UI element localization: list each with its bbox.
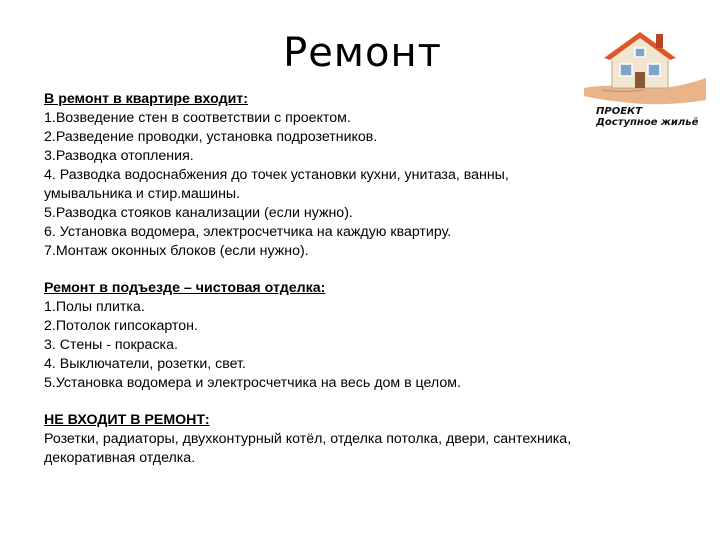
list-item [44, 298, 684, 317]
list-item [44, 147, 684, 166]
page-title: Ремонт [283, 30, 442, 76]
item-line: 5.Разводка стояков канализации (если нужно). [44, 205, 353, 221]
item-line: 3. Стены - покраска. [44, 337, 178, 353]
logo-text-line1: ПРОЕКТ [596, 106, 643, 117]
list-item [44, 430, 684, 468]
logo-text-line2: Доступное жильё [596, 117, 699, 128]
list-item [44, 204, 684, 223]
apartment-repair-section [44, 90, 684, 261]
content [44, 90, 684, 486]
item-line: декоративная отделка. [44, 450, 196, 466]
list-item [44, 109, 684, 128]
list-item [44, 317, 684, 336]
list-item [44, 223, 684, 242]
item-line: 2.Разведение проводки, установка подрозетников. [44, 129, 378, 145]
section-heading: НЕ ВХОДИТ В РЕМОНТ: [44, 412, 210, 428]
item-line: 6. Установка водомера, электросчетчика на каждую квартиру. [44, 224, 452, 240]
list-item [44, 166, 684, 204]
not-included-section [44, 411, 684, 468]
list-item [44, 374, 684, 393]
list-item [44, 355, 684, 374]
list-item [44, 336, 684, 355]
list-item [44, 128, 684, 147]
item-line: 4. Выключатели, розетки, свет. [44, 356, 246, 372]
item-line: 5.Установка водомера и электросчетчика на весь дом в целом. [44, 375, 461, 391]
item-line: 1.Возведение стен в соответствии с проектом. [44, 110, 351, 126]
item-line: 4. Разводка водоснабжения до точек установки кухни, унитаза, ванны, [44, 167, 509, 183]
item-line: Розетки, радиаторы, двухконтурный котёл, отделка потолка, двери, сантехника, [44, 431, 572, 447]
item-line: 2.Потолок гипсокартон. [44, 318, 198, 334]
section-heading: В ремонт в квартире входит: [44, 91, 248, 107]
list-item [44, 242, 684, 261]
entrance-repair-section [44, 279, 684, 393]
item-line: 7.Монтаж оконных блоков (если нужно). [44, 243, 309, 259]
item-line: умывальника и стир.машины. [44, 186, 241, 202]
item-line: 1.Полы плитка. [44, 299, 145, 315]
section-heading: Ремонт в подъезде – чистовая отделка: [44, 280, 326, 296]
item-line: 3.Разводка отопления. [44, 148, 194, 164]
